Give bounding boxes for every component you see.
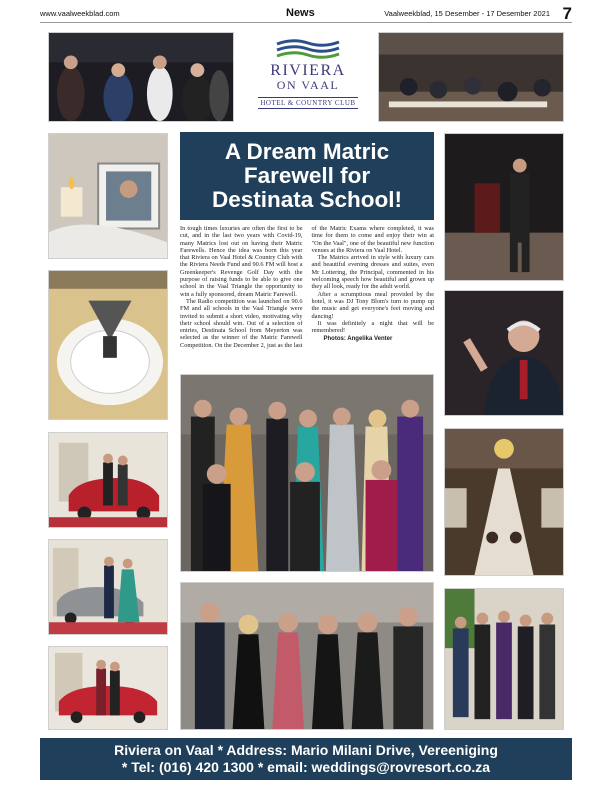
article-paragraph: The Radio competition was launched on 90.6 FM and all schools in the Vaal Triangle were invited to submit a short video, motivating why their school should win. Out of a selection of entries, Destinata School from Meyerton was selected as the winner of the Matric Farewell Competition. On the December 2, just as the last of the Matric Exams where completed, it was time for them to come and enjoy their win at "On the Vaal", one of the beautiful new function venues at the Riviera on Vaal Hotel.	[180, 225, 434, 349]
photo-dining-hall	[378, 32, 564, 122]
photo-guests-group	[444, 588, 564, 730]
headline	[212, 140, 402, 212]
photo-principal-podium	[444, 133, 564, 281]
headline-line: Destinata School!	[211, 187, 403, 212]
photo-table-setting	[48, 270, 168, 420]
article-paragraph: In tough times luxuries are often the first to be cut, and in the last two years with Covid-19, many Matrics lost out on having their Matric Farewells. Hence the idea was born this year that Riviera on Vaal Hotel & Country Club with the Riviera Needs Fund and 90.6 FM will host a Greenkeeper's Revenge Golf Day with the purpose of raising funds to be able to give one school in the Vaal Triangle the opportunity to win a fully sponsored, dream Matric Farewell.	[180, 225, 303, 298]
wave-logo-icon	[273, 36, 343, 60]
photo-staff-group	[180, 582, 434, 730]
photo-matric-group	[180, 374, 434, 572]
photo-dancing	[48, 32, 234, 122]
article-paragraph: It was definitely a night that will be remembered!	[311, 319, 434, 335]
riviera-logo	[257, 30, 359, 118]
photo-car-couple-2	[48, 539, 168, 635]
photo-credit: Photos: Angelika Venter	[323, 336, 393, 343]
article-body	[180, 225, 434, 365]
contact-line[interactable]: * Tel: (016) 420 1300 * email: weddings@rovresort.co.za	[121, 759, 491, 775]
photo-candle-frame	[48, 133, 168, 259]
contact-banner	[40, 738, 572, 780]
photo-car-couple-1	[48, 432, 168, 528]
page-number: 7	[562, 4, 572, 23]
logo-sub: ON VAAL	[276, 78, 340, 92]
photo-banquet-table	[444, 428, 564, 576]
page-header	[40, 4, 572, 23]
headline-banner	[180, 132, 434, 220]
photo-car-couple-3	[48, 646, 168, 730]
article-paragraph: The Matrics arrived in style with luxury cars and beautiful evening dresses and suites, even Mr Lottering, the Principal, commented in his welcoming speech how beautiful and grown up they all look, ready for the adult world.	[311, 254, 434, 291]
section-title: News	[286, 7, 315, 19]
address-line: Riviera on Vaal * Address: Mario Milani Drive, Vereeniging	[114, 742, 498, 758]
photo-principal-speech	[444, 290, 564, 416]
article-paragraph: After a scrumptious meal provided by the hotel, it was DJ Tony Blom's turn to pump up the music and get everyone's feet moving and dancing!	[311, 290, 434, 320]
website-url[interactable]: www.vaalweekblad.com	[40, 9, 120, 18]
headline-line: Farewell for	[243, 163, 371, 188]
logo-tagline: HOTEL & COUNTRY CLUB	[260, 99, 356, 107]
paper-date: Vaalweekblad, 15 Desember - 17 Desember 2021	[384, 9, 550, 18]
logo-name: RIVIERA	[270, 62, 346, 79]
headline-line: A Dream Matric	[224, 139, 390, 164]
